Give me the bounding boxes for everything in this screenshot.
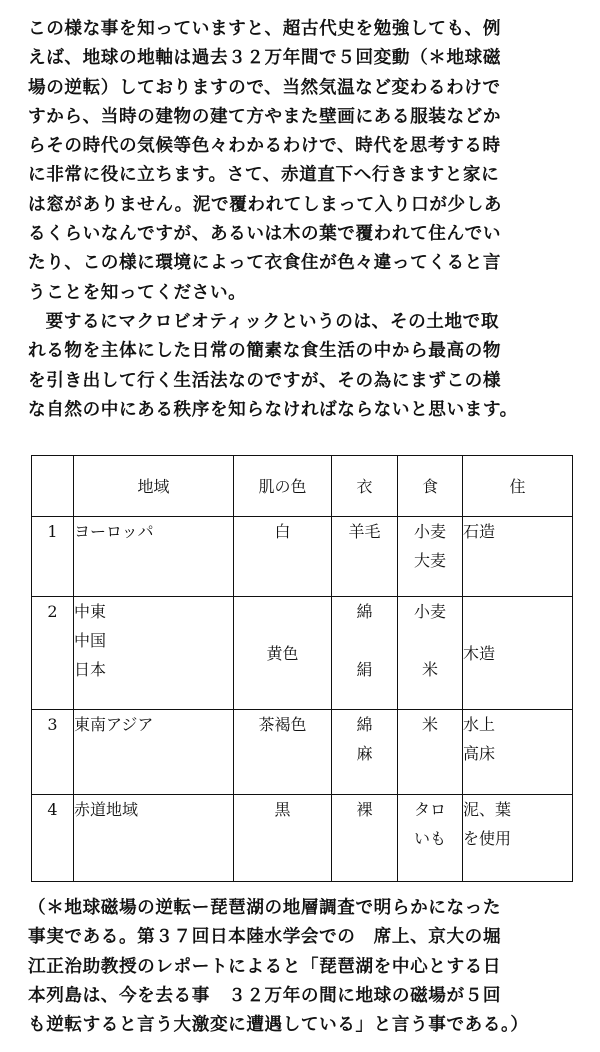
cell-line: 裸: [356, 800, 373, 819]
skin-cell: 黄色: [234, 597, 332, 710]
cell-line: 東南アジア: [74, 715, 154, 734]
intro-text: [28, 14, 580, 307]
text-line: （＊地球磁場の逆転ー琵琶湖の地層調査で明らかになった: [28, 897, 502, 918]
cell-line: 泥、葉: [463, 800, 512, 819]
text-line: に非常に役に立ちます。さて、赤道直下へ行きますと家に: [28, 164, 500, 186]
cell-line: いも: [413, 829, 446, 848]
cell-line: 小麦: [413, 522, 446, 541]
text-line: すから、当時の建物の建て方やまた壁画にある服装などか: [28, 105, 502, 127]
text-line: 場の逆転）しておりますので、当然気温など変わるわけで: [28, 76, 501, 98]
cell-line: 中国: [74, 631, 107, 650]
text-line: たり、この様に環境によって衣食住が色々違ってくると言: [28, 252, 502, 274]
cell-line: 米: [421, 715, 438, 734]
clothing-cell: [332, 795, 398, 882]
food-cell: [398, 710, 463, 795]
clothing-cell: [332, 710, 398, 795]
clothing-cell: [332, 517, 398, 597]
table-row: [32, 597, 573, 710]
skin-cell: 黒: [234, 795, 332, 882]
cell-line: 米: [421, 660, 438, 679]
text-line: な自然の中にある秩序を知らなければならないと思います。: [28, 398, 518, 420]
text-line: れる物を主体にした日常の簡素な食生活の中から最高の物: [28, 340, 502, 362]
cell-line: 綿: [356, 715, 373, 734]
housing-cell: [463, 795, 573, 882]
cell-line: 羊毛: [348, 522, 381, 541]
table-header-row: [32, 456, 573, 517]
food-cell: [398, 597, 463, 710]
text-line: 要するにマクロビオティックというのは、その土地で取: [45, 310, 500, 332]
cell-line: 麻: [356, 744, 373, 763]
header-number: [32, 456, 74, 517]
macrobiotic-paragraph: [28, 307, 580, 424]
table-row: [32, 710, 573, 795]
row-number: 1: [32, 517, 74, 597]
cell-line: 木造: [463, 643, 496, 663]
cell-line: 中東: [74, 602, 107, 621]
text-line: を引き出して行く生活法なのですが、その為にまずこの様: [28, 369, 502, 391]
cell-line: 赤道地域: [74, 800, 139, 819]
clothing-cell: [332, 597, 398, 710]
region-lifestyle-table: [31, 455, 573, 882]
header-clothing: 衣: [332, 456, 398, 517]
cell-line: 絹: [356, 660, 373, 679]
text-line: は窓がありません。泥で覆われてしまって入り口が少しあ: [28, 193, 503, 215]
cell-gap: [332, 626, 397, 655]
cell-line: 小麦: [413, 602, 446, 621]
housing-cell: [463, 517, 573, 597]
skin-cell: 茶褐色: [234, 710, 332, 795]
intro-paragraph: [28, 14, 580, 424]
row-number: 3: [32, 710, 74, 795]
text-line: も逆転すると言う大激変に遭遇している」と言う事である。）: [28, 1014, 529, 1036]
row-number: 4: [32, 795, 74, 882]
housing-cell: [463, 597, 573, 710]
cell-gap: [398, 626, 462, 655]
region-cell: [74, 597, 234, 710]
text-line: 江正治助教授のレポートによると「琵琶湖を中心とする日: [28, 955, 502, 977]
cell-line: 日本: [74, 660, 107, 679]
text-line: えば、地球の地軸は過去３２万年間で５回変動（＊地球磁: [28, 47, 502, 69]
header-skin-color: 肌の色: [234, 456, 332, 517]
cell-line: 高床: [463, 744, 496, 763]
text-line: この様な事を知っていますと、超古代史を勉強しても、例: [28, 18, 502, 39]
text-line: うことを知ってください。: [28, 281, 247, 303]
header-food: 食: [398, 456, 463, 517]
text-line: 本列島は、今を去る事 ３２万年の間に地球の磁場が５回: [28, 984, 502, 1006]
food-cell: [398, 795, 463, 882]
footnote-text: [28, 893, 580, 1039]
region-cell: [74, 517, 234, 597]
table-row: [32, 517, 573, 597]
housing-cell: [463, 710, 573, 795]
cell-line: 大麦: [413, 551, 446, 570]
food-cell: [398, 517, 463, 597]
cell-line: 石造: [463, 522, 496, 541]
cell-line: タロ: [413, 800, 446, 819]
row-number: 2: [32, 597, 74, 710]
cell-line: ヨーロッパ: [74, 522, 154, 541]
header-housing: 住: [463, 456, 573, 517]
footnote-paragraph: [28, 893, 580, 1039]
text-line: るくらいなんですが、あるいは木の葉で覆われて住んでい: [28, 223, 502, 245]
skin-cell: 白: [234, 517, 332, 597]
region-cell: [74, 795, 234, 882]
text-line: 事実である。第３７回日本陸水学会での 席上、京大の堀: [28, 926, 502, 948]
cell-line: 綿: [356, 602, 373, 621]
header-region: 地域: [74, 456, 234, 517]
cell-line: 水上: [463, 715, 496, 734]
table-row: [32, 795, 573, 882]
region-cell: [74, 710, 234, 795]
text-line: らその時代の気候等色々わかるわけで、時代を思考する時: [28, 135, 501, 157]
cell-line: を使用: [463, 829, 512, 848]
